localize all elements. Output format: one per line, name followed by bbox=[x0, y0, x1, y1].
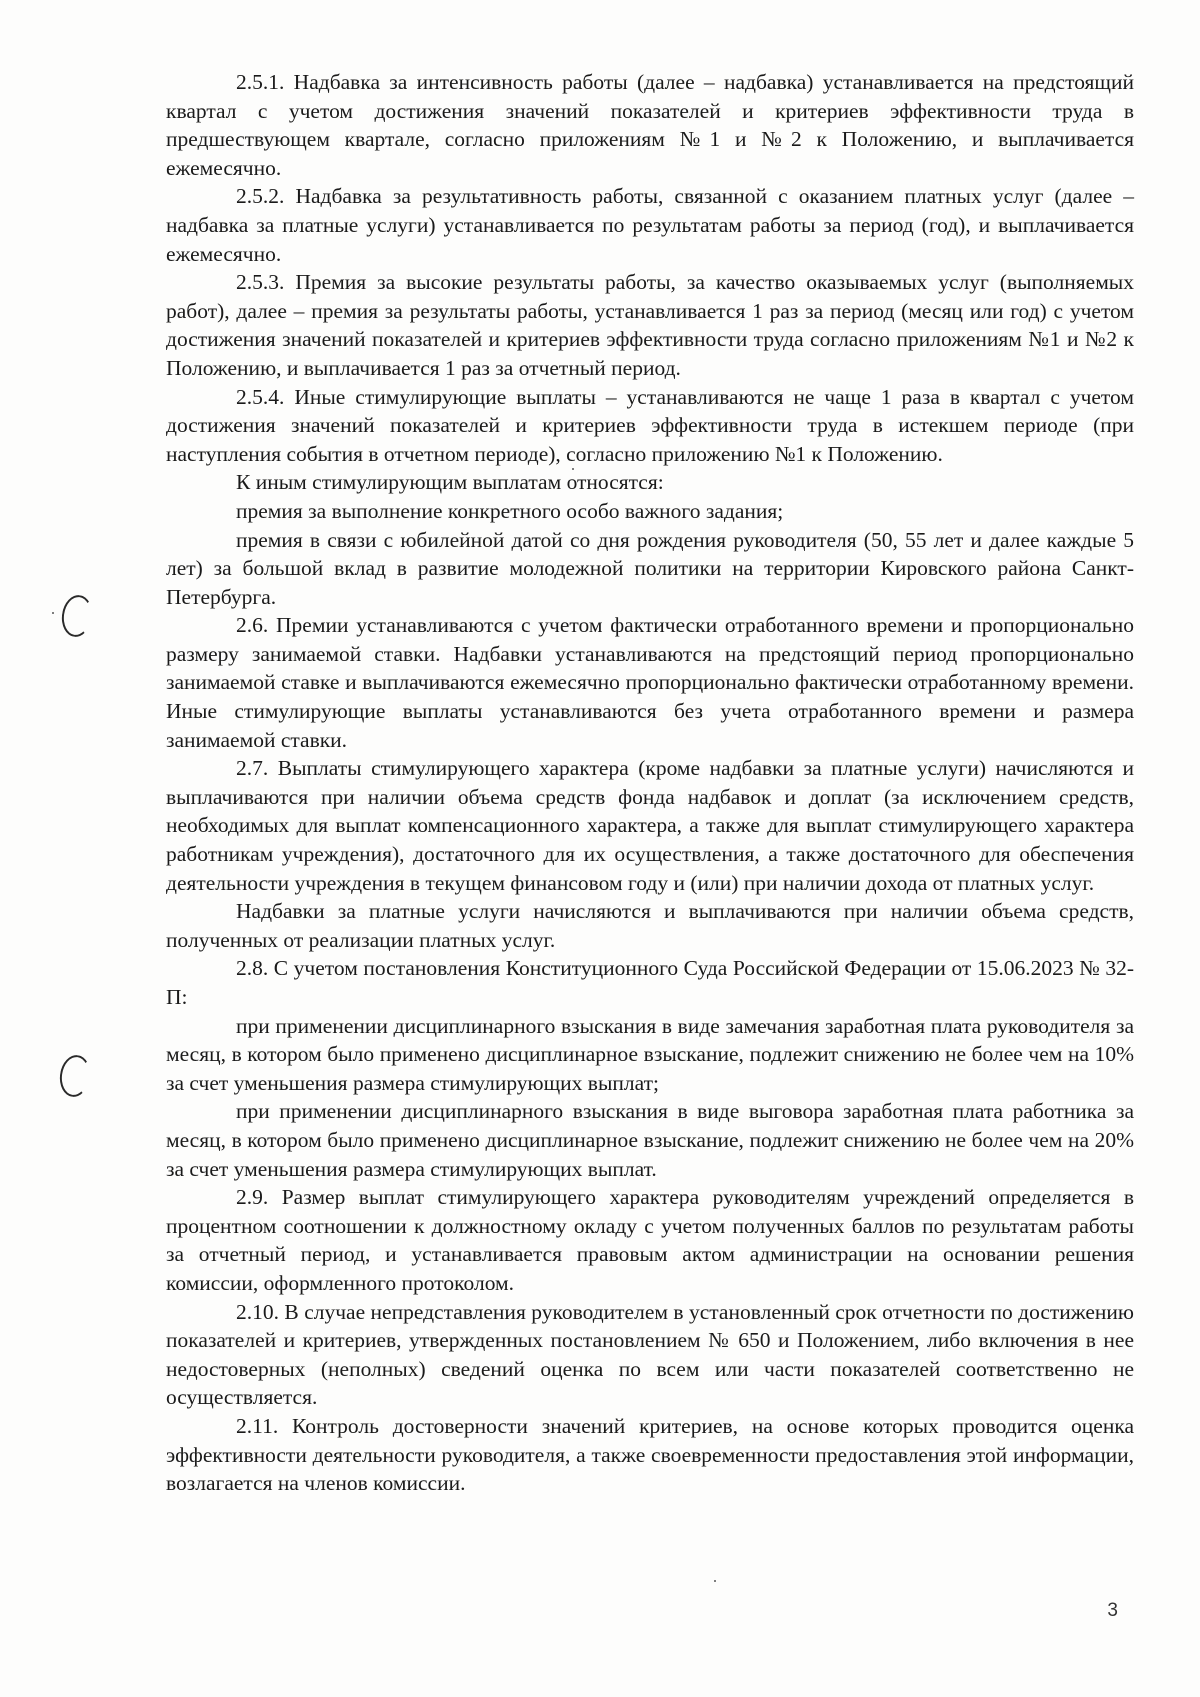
paragraph-reprimand-penalty: при применении дисциплинарного взыскания в виде выговора заработная плата работника за месяц, в котором было применено дисциплинарное взыскание, подлежит снижению не более чем на 20% за счет уменьшения размера стимулирующих выплат. bbox=[166, 1099, 1134, 1181]
paragraph-2-5-3: 2.5.3. Премия за высокие результаты работы, за качество оказываемых услуг (выполняемых работ), далее – премия за результаты работы, устанавливается 1 раз за период (месяц или год) с учетом достижения значений показателей и критериев эффективности труда согласно приложениям №1 и №2 к Положению, и выплачивается 1 раз за отчетный период. bbox=[166, 270, 1134, 380]
paragraph-2-11: 2.11. Контроль достоверности значений критериев, на основе которых проводится оценка эффективности деятельности руководителя, а также своевременности предоставления этой информации, возлагается на членов комиссии. bbox=[166, 1413, 1134, 1496]
paragraph-2-5-1: 2.5.1. Надбавка за интенсивность работы (далее – надбавка) устанавливается на предстоящий квартал с учетом достижения значений показателей и критериев эффективности труда в предшествующем квартале, согласно приложениям №1 и №2 к Положению, и выплачивается ежемесячно. bbox=[166, 70, 1134, 180]
binder-hole-mark-bottom bbox=[57, 1053, 93, 1099]
document-body bbox=[166, 68, 1134, 1498]
paragraph-2-8: 2.8. С учетом постановления Конституционного Суда Российской Федерации от 15.06.2023 № 32-П: bbox=[166, 956, 1134, 1009]
page-number: 3 bbox=[1107, 1600, 1118, 1621]
paragraph-2-6: 2.6. Премии устанавливаются с учетом фактически отработанного времени и пропорционально размеру занимаемой ставки. Надбавки устанавливаются на предстоящий период пропорционально занимаемой ставке и выплачиваются ежемесячно пропорционально фактически отработанному времени. Иные стимулирующие выплаты устанавливаются без учета отработанного времени и размера занимаемой ставки. bbox=[166, 613, 1134, 752]
paragraph-2-9: 2.9. Размер выплат стимулирующего характера руководителям учреждений определяется в процентном соотношении к должностному окладу с учетом полученных баллов по результатам работы за отчетный период, и устанавливается правовым актом администрации на основании решения комиссии, оформленного протоколом. bbox=[166, 1185, 1134, 1295]
paragraph-2-5-2: 2.5.2. Надбавка за результативность работы, связанной с оказанием платных услуг (далее – надбавка за платные услуги) устанавливается по результатам работы за период (год), и выплачивается ежемесячно. bbox=[166, 184, 1134, 266]
paragraph-special-task-bonus: премия за выполнение конкретного особо важного задания; bbox=[236, 498, 784, 523]
paragraph-anniversary-bonus: премия в связи с юбилейной датой со дня рождения руководителя (50, 55 лет и далее каждые 5 лет) за большой вклад в развитие молодежной политики на территории Кировского района Санкт-Петербурга. bbox=[166, 527, 1134, 609]
paragraph-paid-services-allowance: Надбавки за платные услуги начисляются и выплачиваются при наличии объема средств, полученных от реализации платных услуг. bbox=[166, 899, 1134, 952]
binder-hole-mark-top bbox=[59, 593, 95, 639]
paragraph-2-7: 2.7. Выплаты стимулирующего характера (кроме надбавки за платные услуги) начисляются и выплачиваются при наличии объема средств фонда надбавок и доплат (за исключением средств, необходимых для выплат компенсационного характера, а также для выплат стимулирующего характера работникам учреждения), достаточного для их осуществления, а также достаточного для обеспечения деятельности учреждения в текущем финансовом году и (или) при наличии дохода от платных услуг. bbox=[166, 756, 1134, 895]
scan-speck bbox=[714, 1580, 716, 1582]
paragraph-2-5-4: 2.5.4. Иные стимулирующие выплаты – устанавливаются не чаще 1 раза в квартал с учетом достижения значений показателей и критериев эффективности труда в истекшем периоде (при наступления события в отчетном периоде), согласно приложению №1 к Положению. bbox=[166, 384, 1134, 466]
paragraph-other-payments-intro: К иным стимулирующим выплатам относятся: bbox=[236, 470, 664, 495]
paragraph-2-10: 2.10. В случае непредставления руководителем в установленный срок отчетности по достижению показателей и критериев, утвержденных постановлением № 650 и Положением, либо включения в нее недостоверных (неполных) сведений оценка по всем или части показателей соответственно не осуществляется. bbox=[166, 1299, 1134, 1410]
paragraph-remark-penalty: при применении дисциплинарного взыскания в виде замечания заработная плата руководителя за месяц, в котором было применено дисциплинарное взыскание, подлежит снижению не более чем на 10% за счет уменьшения размера стимулирующих выплат; bbox=[166, 1013, 1134, 1095]
scan-speck bbox=[52, 612, 54, 614]
